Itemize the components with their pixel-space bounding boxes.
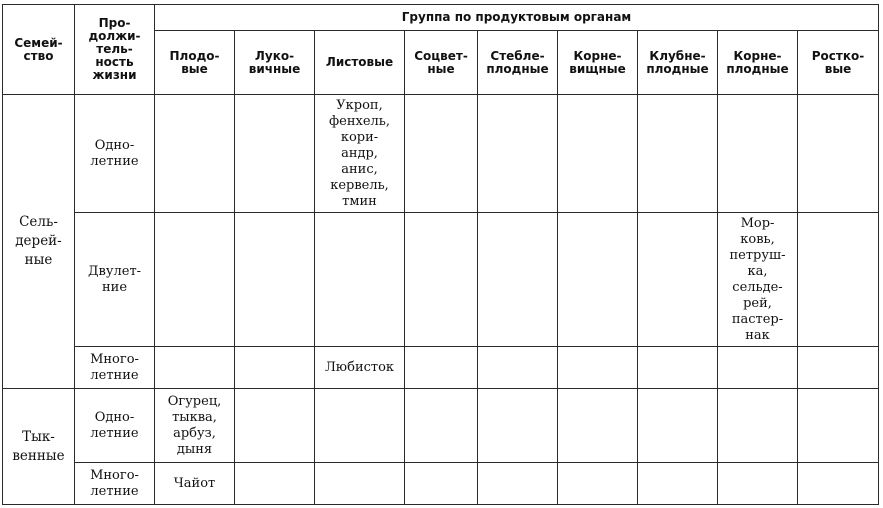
table-cell [718, 347, 798, 389]
crop-classification-table [2, 4, 879, 505]
table-cell [558, 389, 638, 463]
table-cell [638, 389, 718, 463]
header-col-bulb: Луко- вичные [235, 31, 315, 95]
table-cell [235, 463, 315, 505]
table-cell [798, 463, 879, 505]
table-cell: Огурец, тыква, арбуз, дыня [155, 389, 235, 463]
table-cell [638, 463, 718, 505]
table-cell [798, 347, 879, 389]
table-cell [405, 213, 478, 347]
header-col-sprout: Ростко- вые [798, 31, 879, 95]
table-cell [798, 95, 879, 213]
table-cell [718, 95, 798, 213]
header-col-root: Корне- плодные [718, 31, 798, 95]
table-cell [798, 389, 879, 463]
table-cell: Любисток [315, 347, 405, 389]
crop-classification-table-wrapper [2, 4, 878, 504]
table-cell [155, 95, 235, 213]
header-product-group: Группа по продуктовым органам [155, 5, 879, 31]
table-cell [405, 95, 478, 213]
family-cell: Сель- дерей- ные [3, 95, 75, 389]
duration-cell: Двулет- ние [75, 213, 155, 347]
table-cell [478, 347, 558, 389]
header-col-stem: Стебле- плодные [478, 31, 558, 95]
header-col-fruit: Плодо- вые [155, 31, 235, 95]
table-cell [155, 347, 235, 389]
table-cell [478, 463, 558, 505]
table-cell [315, 213, 405, 347]
header-row-top [3, 5, 879, 31]
header-col-tuber: Клубне- плодные [638, 31, 718, 95]
table-cell [638, 95, 718, 213]
table-cell [638, 347, 718, 389]
table-cell: Чайот [155, 463, 235, 505]
table-cell [798, 213, 879, 347]
header-col-leaf: Листовые [315, 31, 405, 95]
table-cell [315, 463, 405, 505]
table-cell [405, 389, 478, 463]
table-cell [405, 347, 478, 389]
table-cell [155, 213, 235, 347]
table-row [3, 463, 879, 505]
table-cell [558, 95, 638, 213]
table-cell [478, 95, 558, 213]
table-cell [235, 389, 315, 463]
table-cell [718, 389, 798, 463]
table-cell [718, 463, 798, 505]
table-cell [235, 213, 315, 347]
table-cell [558, 213, 638, 347]
table-row [3, 347, 879, 389]
table-cell [405, 463, 478, 505]
table-row [3, 213, 879, 347]
header-family: Семей- ство [3, 5, 75, 95]
duration-cell: Одно- летние [75, 95, 155, 213]
table-cell [235, 347, 315, 389]
table-cell [558, 463, 638, 505]
header-duration: Про- должи- тель- ность жизни [75, 5, 155, 95]
table-row [3, 389, 879, 463]
table-cell [638, 213, 718, 347]
header-col-rhizome: Корне- вищные [558, 31, 638, 95]
table-row [3, 95, 879, 213]
header-col-inflorescence: Соцвет- ные [405, 31, 478, 95]
table-cell [478, 213, 558, 347]
table-cell [235, 95, 315, 213]
table-cell: Укроп, фенхель, кори- андр, анис, кервель, тмин [315, 95, 405, 213]
table-cell [558, 347, 638, 389]
duration-cell: Много- летние [75, 347, 155, 389]
duration-cell: Много- летние [75, 463, 155, 505]
duration-cell: Одно- летние [75, 389, 155, 463]
table-cell: Мор- ковь, петруш- ка, сельде- рей, пастер- нак [718, 213, 798, 347]
family-cell: Тык- венные [3, 389, 75, 505]
table-cell [478, 389, 558, 463]
table-cell [315, 389, 405, 463]
